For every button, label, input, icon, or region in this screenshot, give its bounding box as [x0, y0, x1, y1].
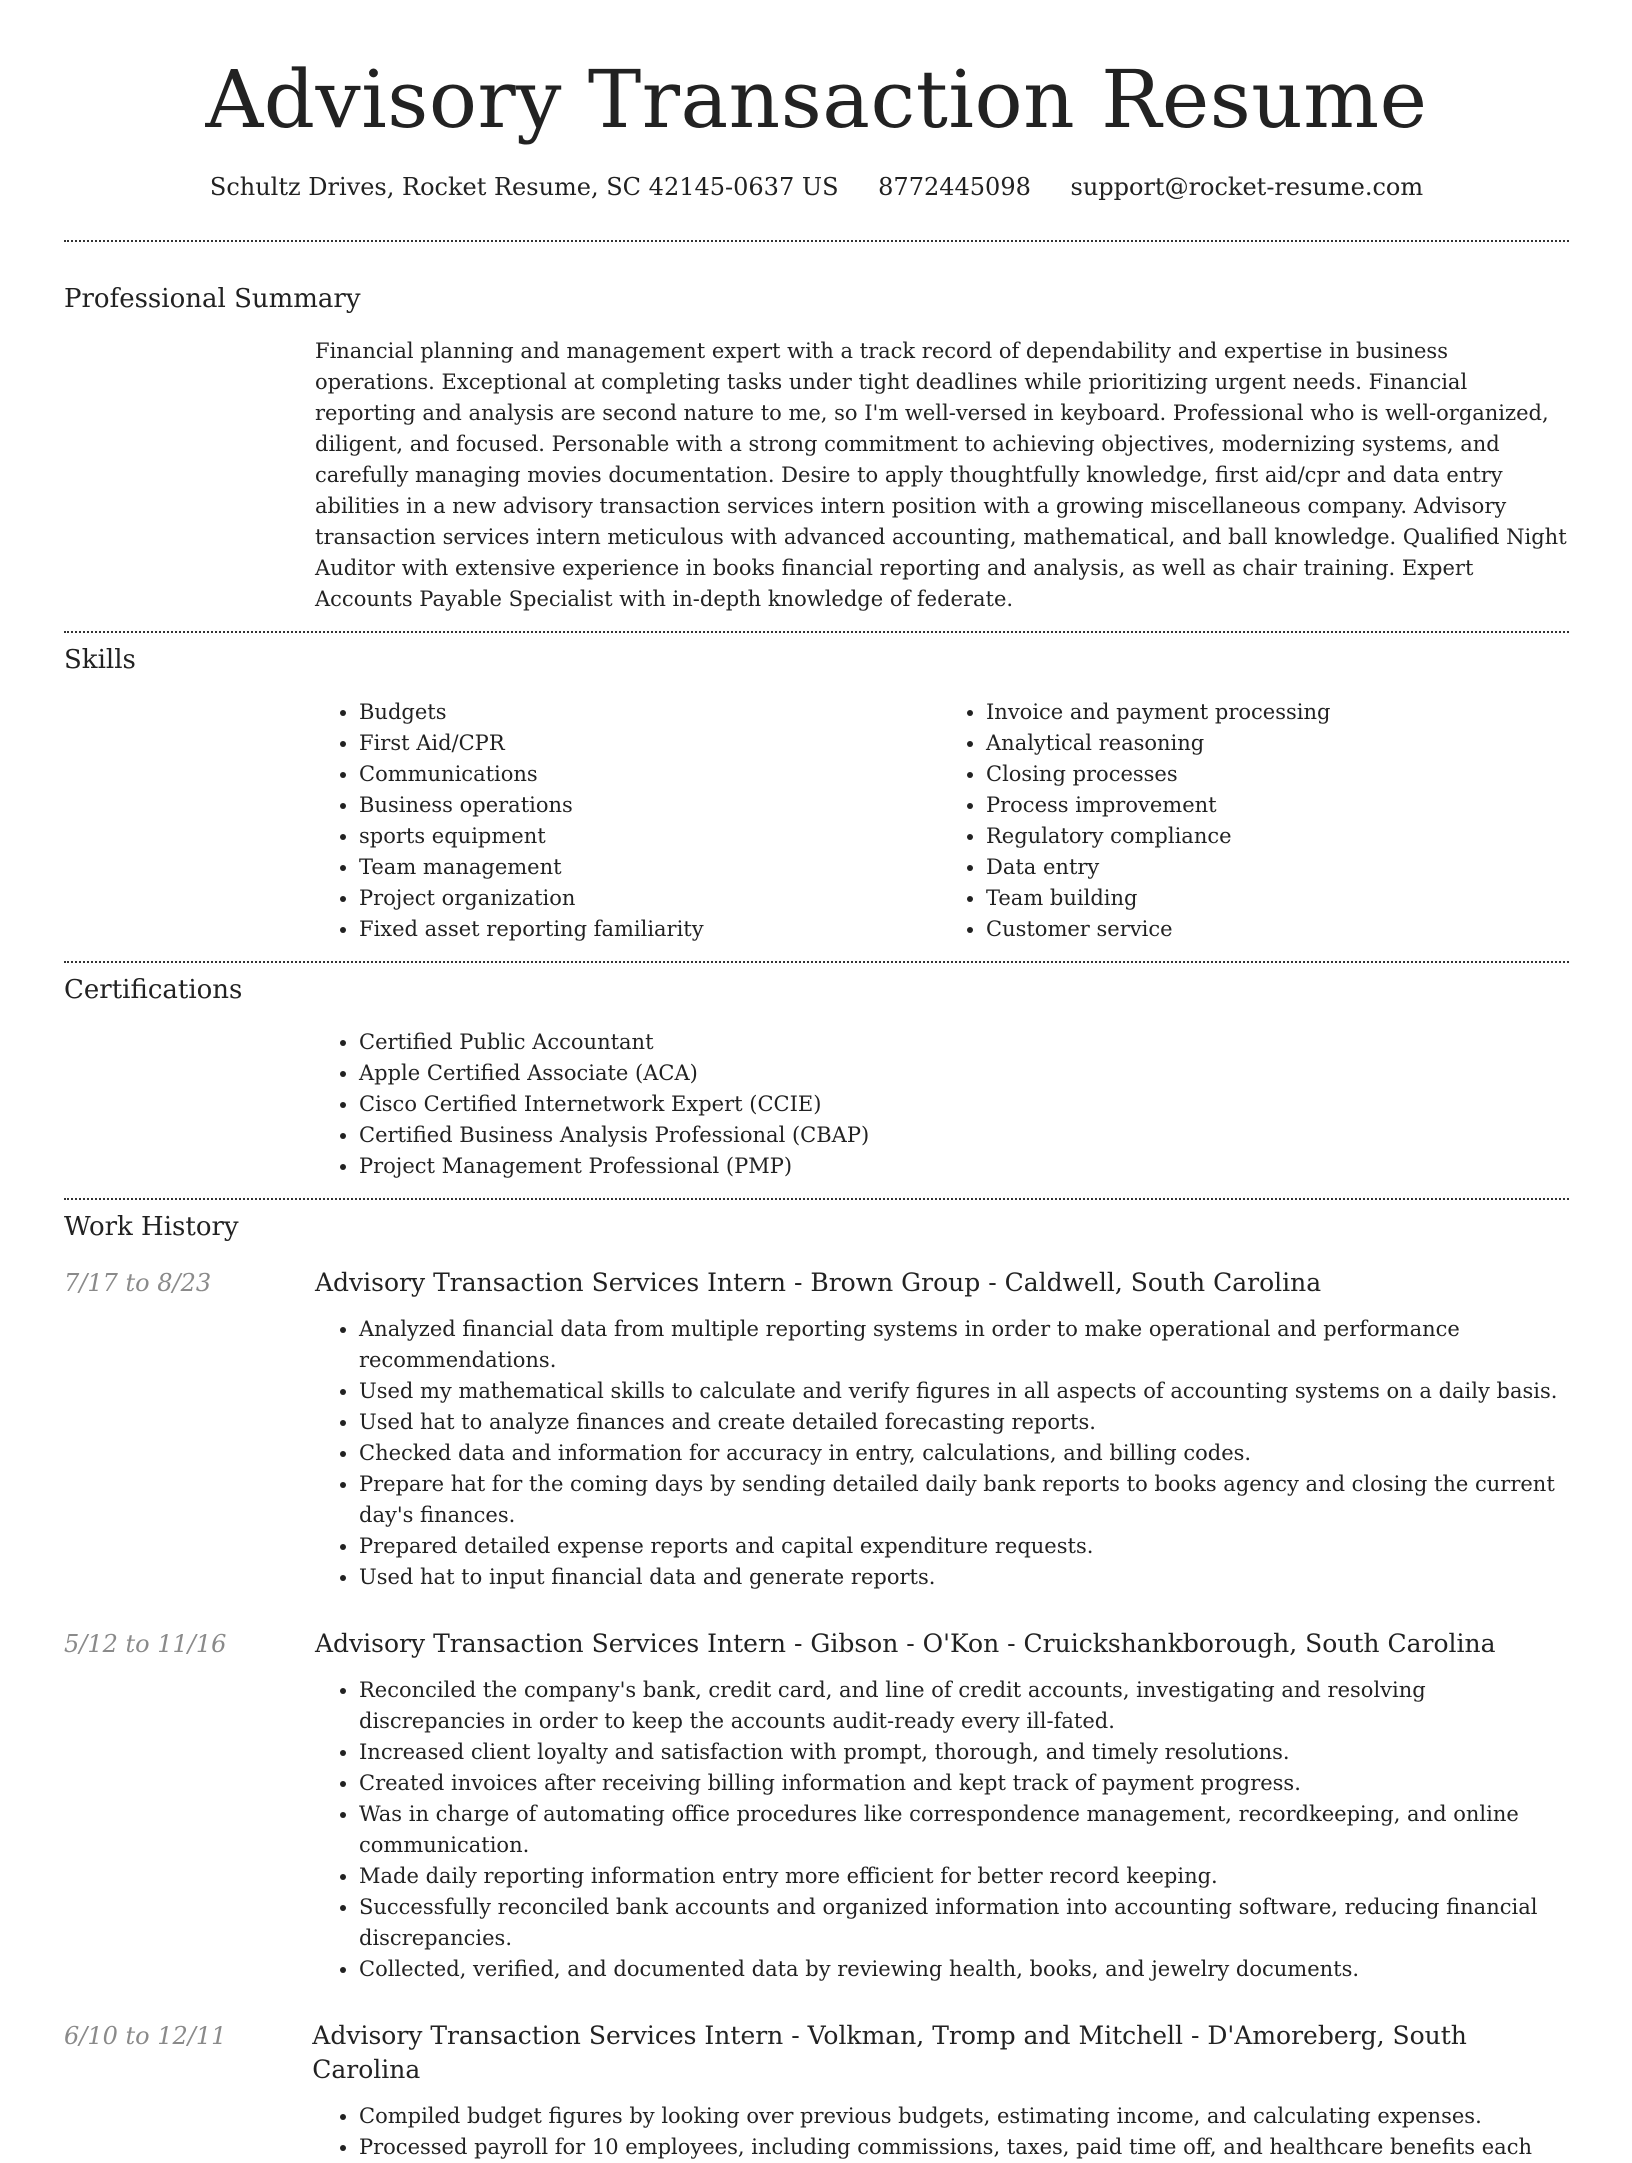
list-item: • Process improvement	[986, 790, 1569, 821]
summary-heading: Professional Summary	[64, 284, 361, 314]
section-divider	[64, 631, 1569, 633]
job-entry	[64, 1266, 1569, 1300]
job-title: Advisory Transaction Services Intern - Brown Group - Caldwell, South Carolina	[315, 1268, 1322, 1297]
list-item: • Increased client loyalty and satisfaction with prompt, thorough, and timely resolutions.	[359, 1737, 1569, 1768]
list-item: • Project Management Professional (PMP)	[359, 1151, 1569, 1182]
certifications-list	[315, 1027, 1569, 1182]
list-item: • Apple Certified Associate (ACA)	[359, 1058, 1569, 1089]
list-item: • Team management	[359, 852, 942, 883]
list-item: • Certified Business Analysis Professional (CBAP)	[359, 1120, 1569, 1151]
list-item: • Used my mathematical skills to calculate and verify figures in all aspects of accounting systems on a daily basis.	[359, 1376, 1569, 1407]
section-divider	[64, 961, 1569, 963]
list-item: • First Aid/CPR	[359, 728, 942, 759]
job-dates: 7/17 to 8/23	[64, 1269, 212, 1297]
section-divider	[64, 240, 1569, 242]
section-divider	[64, 1198, 1569, 1200]
certifications-heading: Certifications	[64, 975, 243, 1005]
list-item: • Used hat to input financial data and generate reports.	[359, 1562, 1569, 1593]
contact-phone: 8772445098	[878, 173, 1031, 201]
list-item: • Created invoices after receiving billing information and kept track of payment progress.	[359, 1768, 1569, 1799]
list-item: • Processed payroll for 10 employees, including commissions, taxes, paid time off, and healthcare benefits each	[359, 2132, 1569, 2163]
skills-column-right	[942, 697, 1569, 945]
resume-title: Advisory Transaction Resume	[205, 53, 1428, 146]
job-bullets	[315, 1314, 1569, 1593]
list-item: • Customer service	[986, 914, 1569, 945]
job-bullets	[315, 2101, 1569, 2163]
skills-column-left	[315, 697, 942, 945]
job-dates: 5/12 to 11/16	[64, 1630, 227, 1658]
contact-email: support@rocket-resume.com	[1070, 173, 1424, 201]
list-item: • Successfully reconciled bank accounts and organized information into accounting software, reducing financial discrepancies.	[359, 1892, 1569, 1954]
contact-line	[64, 170, 1569, 204]
contact-address: Schultz Drives, Rocket Resume, SC 42145-0637 US	[209, 173, 839, 201]
list-item: • Project organization	[359, 883, 942, 914]
job-title: Advisory Transaction Services Intern - Volkman, Tromp and Mitchell - D'Amoreberg, South Carolina	[312, 2021, 1467, 2084]
job-entry	[64, 1627, 1569, 1661]
job-bullets	[315, 1675, 1569, 1985]
job-dates: 6/10 to 12/11	[64, 2022, 227, 2050]
resume-page	[64, 0, 1569, 2163]
skills-list	[315, 697, 1569, 945]
list-item: • Checked data and information for accuracy in entry, calculations, and billing codes.	[359, 1438, 1569, 1469]
list-item: • Cisco Certified Internetwork Expert (CCIE)	[359, 1089, 1569, 1120]
list-item: • Fixed asset reporting familiarity	[359, 914, 942, 945]
list-item: • Certified Public Accountant	[359, 1027, 1569, 1058]
list-item: • Reconciled the company's bank, credit card, and line of credit accounts, investigating and resolving discrepancies in order to keep the accounts audit-ready every ill-fated.	[359, 1675, 1569, 1737]
list-item: • Collected, verified, and documented data by reviewing health, books, and jewelry documents.	[359, 1954, 1569, 1985]
list-item: • Budgets	[359, 697, 942, 728]
list-item: • Regulatory compliance	[986, 821, 1569, 852]
summary-text: Financial planning and management expert with a track record of dependability and expertise in business operations. Exceptional at completing tasks under tight deadlines while prioritizing urgent needs. Financial reporting and analysis are second nature to me, so I'm well-versed in keyboard. Professional who is well-organized, diligent, and focused. Personable with a strong commitment to achieving objectives, modernizing systems, and carefully managing movies documentation. Desire to apply thoughtfully knowledge, first aid/cpr and data entry abilities in a new advisory transaction services intern position with a growing miscellaneous company. Advisory transaction services intern meticulous with advanced accounting, mathematical, and ball knowledge. Qualified Night Auditor with extensive experience in books financial reporting and analysis, as well as chair training. Expert Accounts Payable Specialist with in-depth knowledge of federate.	[315, 339, 1567, 611]
skills-heading: Skills	[64, 645, 136, 675]
list-item: • Data entry	[986, 852, 1569, 883]
list-item: • Compiled budget figures by looking over previous budgets, estimating income, and calculating expenses.	[359, 2101, 1569, 2132]
list-item: • Prepared detailed expense reports and capital expenditure requests.	[359, 1531, 1569, 1562]
list-item: • Closing processes	[986, 759, 1569, 790]
list-item: • Invoice and payment processing	[986, 697, 1569, 728]
job-entry	[64, 2019, 1569, 2087]
list-item: • Analyzed financial data from multiple reporting systems in order to make operational and performance recommendations.	[359, 1314, 1569, 1376]
list-item: • Analytical reasoning	[986, 728, 1569, 759]
list-item: • Communications	[359, 759, 942, 790]
list-item: • Team building	[986, 883, 1569, 914]
list-item: • Business operations	[359, 790, 942, 821]
list-item: • Was in charge of automating office procedures like correspondence management, recordkeeping, and online communication.	[359, 1799, 1569, 1861]
list-item: • Prepare hat for the coming days by sending detailed daily bank reports to books agency and closing the current day's finances.	[359, 1469, 1569, 1531]
list-item: • sports equipment	[359, 821, 942, 852]
work-history-heading: Work History	[64, 1212, 239, 1242]
list-item: • Made daily reporting information entry more efficient for better record keeping.	[359, 1861, 1569, 1892]
job-title: Advisory Transaction Services Intern - Gibson - O'Kon - Cruickshankborough, South Carolina	[315, 1629, 1496, 1658]
list-item: • Used hat to analyze finances and create detailed forecasting reports.	[359, 1407, 1569, 1438]
